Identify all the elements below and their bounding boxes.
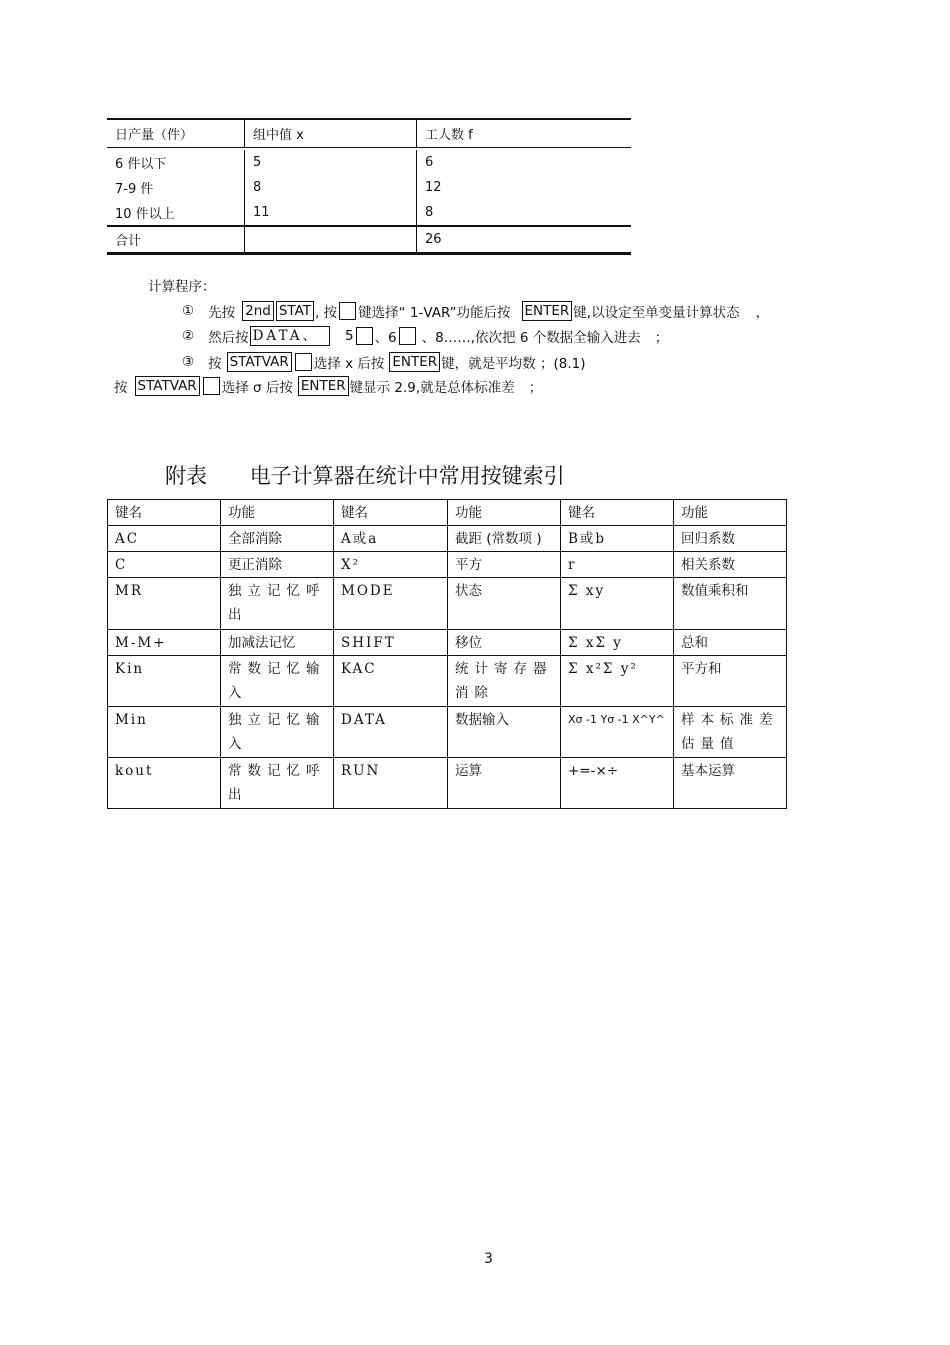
procedure-step-4 bbox=[114, 375, 542, 397]
table-cell: 12 bbox=[416, 175, 631, 200]
appendix-title bbox=[165, 460, 565, 490]
key-name-cell: Σ x²Σ y² bbox=[561, 656, 674, 707]
function-cell: 基本运算 bbox=[674, 758, 787, 809]
function-cell: 常数记忆输入 bbox=[221, 656, 334, 707]
header-cell: 工人数 f bbox=[416, 120, 631, 147]
function-cell: 状态 bbox=[448, 578, 561, 630]
header-cell: 日产量（件） bbox=[115, 128, 194, 143]
table-cell: 5 bbox=[244, 150, 416, 175]
table-cell: 合计 bbox=[115, 234, 142, 249]
blank-key-box bbox=[203, 377, 220, 395]
appendix-title-right: 电子计算器在统计中常用按键索引 bbox=[249, 464, 565, 488]
key-name-cell: KAC bbox=[334, 656, 448, 707]
key-name-cell: r bbox=[561, 552, 674, 578]
blank-key-box bbox=[399, 327, 416, 345]
step-text: , 按 bbox=[315, 305, 338, 321]
key-name-cell: M-M+ bbox=[108, 630, 221, 656]
key-name-cell: DATA bbox=[334, 707, 448, 758]
table-row bbox=[107, 200, 631, 225]
frequency-table bbox=[107, 118, 631, 255]
key-statvar: STATVAR bbox=[135, 376, 200, 396]
step-text: 按 bbox=[114, 380, 128, 396]
function-cell: 运算 bbox=[448, 758, 561, 809]
procedure-step-3 bbox=[182, 351, 585, 373]
key-statvar: STATVAR bbox=[227, 352, 292, 372]
table-cell: 8 bbox=[416, 200, 631, 225]
step-text: 键选择“ 1-VAR”功能后按 bbox=[358, 305, 511, 321]
key-enter: ENTER bbox=[522, 301, 573, 321]
table-total-row bbox=[107, 225, 631, 255]
function-cell: 常数记忆呼出 bbox=[221, 758, 334, 809]
blank-key-box bbox=[295, 353, 312, 371]
table-cell: 6 bbox=[416, 150, 631, 175]
table-cell: 7-9 件 bbox=[115, 182, 154, 197]
key-name-cell: Kin bbox=[108, 656, 221, 707]
step-marker: ③ bbox=[182, 354, 195, 370]
function-cell: 相关系数 bbox=[674, 552, 787, 578]
step-text: 先按 bbox=[208, 305, 236, 321]
key-name-cell: kout bbox=[108, 758, 221, 809]
key-name-cell: Σ xΣ y bbox=[561, 630, 674, 656]
header-cell: 组中值 x bbox=[244, 120, 416, 147]
function-cell: 统计寄存器消除 bbox=[448, 656, 561, 707]
step-text: ； bbox=[654, 330, 669, 346]
function-cell: 加减法记忆 bbox=[221, 630, 334, 656]
step-text: ； bbox=[528, 380, 543, 396]
table-header-row bbox=[108, 500, 787, 526]
step-text: 选择 σ 后按 bbox=[221, 380, 293, 396]
key-data: DATA、 bbox=[250, 326, 330, 346]
procedure-step-2 bbox=[182, 325, 668, 347]
step-text: 键显示 2.9,就是总体标准差 bbox=[349, 380, 515, 396]
key-name-cell: AC bbox=[108, 526, 221, 552]
key-enter: ENTER bbox=[298, 376, 349, 396]
header-cell: 键名 bbox=[108, 500, 221, 526]
table-cell: 11 bbox=[244, 200, 416, 225]
step-text: 、8……,依次把 6 个数据全输入进去 bbox=[421, 330, 641, 346]
function-cell: 平方 bbox=[448, 552, 561, 578]
table-cell: 10 件以上 bbox=[115, 207, 175, 222]
step-text: 5 bbox=[344, 328, 354, 344]
function-cell: 回归系数 bbox=[674, 526, 787, 552]
table-cell: 8 bbox=[244, 175, 416, 200]
key-name-cell: C bbox=[108, 552, 221, 578]
function-cell: 数值乘积和 bbox=[674, 578, 787, 630]
table-cell bbox=[244, 227, 416, 252]
key-name-cell: Σ xy bbox=[561, 578, 674, 630]
function-cell: 独立记忆呼出 bbox=[221, 578, 334, 630]
header-cell: 键名 bbox=[561, 500, 674, 526]
table-row bbox=[108, 758, 787, 809]
table-row bbox=[108, 526, 787, 552]
function-cell: 移位 bbox=[448, 630, 561, 656]
key-name-cell: RUN bbox=[334, 758, 448, 809]
function-cell: 样本标准差估量值 bbox=[674, 707, 787, 758]
step-text: ， bbox=[755, 305, 770, 321]
key-name-cell: A或a bbox=[334, 526, 448, 552]
table-row bbox=[108, 630, 787, 656]
step-text: 键,以设定至单变量计算状态 bbox=[573, 305, 740, 321]
blank-key-box bbox=[339, 302, 356, 320]
step-marker: ② bbox=[182, 328, 195, 344]
procedure-step-1 bbox=[182, 300, 769, 322]
header-cell: 键名 bbox=[334, 500, 448, 526]
step-marker: ① bbox=[182, 303, 195, 319]
function-cell: 数据输入 bbox=[448, 707, 561, 758]
key-name-cell: B或b bbox=[561, 526, 674, 552]
step-text: 然后按 bbox=[208, 330, 249, 346]
step-text: 选择 x 后按 bbox=[313, 356, 385, 372]
table-cell: 6 件以下 bbox=[115, 157, 167, 172]
key-name-cell: SHIFT bbox=[334, 630, 448, 656]
step-text: 、6 bbox=[374, 330, 397, 346]
page-number: 3 bbox=[484, 1251, 493, 1267]
table-row bbox=[108, 578, 787, 630]
table-row bbox=[108, 656, 787, 707]
table-row bbox=[107, 150, 631, 175]
step-text: 按 bbox=[208, 356, 222, 372]
key-name-cell: X² bbox=[334, 552, 448, 578]
key-enter: ENTER bbox=[389, 352, 440, 372]
key-name-cell: Xσ -1 Yσ -1 X^Y^ bbox=[561, 707, 674, 758]
table-cell: 26 bbox=[416, 227, 631, 252]
blank-key-box bbox=[356, 327, 373, 345]
header-cell: 功能 bbox=[221, 500, 334, 526]
function-cell: 总和 bbox=[674, 630, 787, 656]
table-row bbox=[108, 552, 787, 578]
frequency-table-header bbox=[107, 118, 631, 148]
function-cell: 独立记忆输入 bbox=[221, 707, 334, 758]
function-cell: 全部消除 bbox=[221, 526, 334, 552]
key-name-cell: MODE bbox=[334, 578, 448, 630]
appendix-title-left: 附表 bbox=[165, 464, 207, 488]
table-row bbox=[107, 175, 631, 200]
key-stat: STAT bbox=[276, 301, 314, 321]
key-name-cell: MR bbox=[108, 578, 221, 630]
key-name-cell: Min bbox=[108, 707, 221, 758]
key-index-table bbox=[107, 499, 787, 809]
function-cell: 截距 (常数项 ) bbox=[448, 526, 561, 552]
table-row bbox=[108, 707, 787, 758]
header-cell: 功能 bbox=[674, 500, 787, 526]
function-cell: 更正消除 bbox=[221, 552, 334, 578]
header-cell: 功能 bbox=[448, 500, 561, 526]
procedure-heading: 计算程序： bbox=[148, 279, 216, 295]
key-name-cell: +=-×÷ bbox=[561, 758, 674, 809]
step-text: 键，就是平均数 ；(8.1) bbox=[441, 356, 586, 372]
key-2nd: 2nd bbox=[242, 301, 274, 321]
function-cell: 平方和 bbox=[674, 656, 787, 707]
